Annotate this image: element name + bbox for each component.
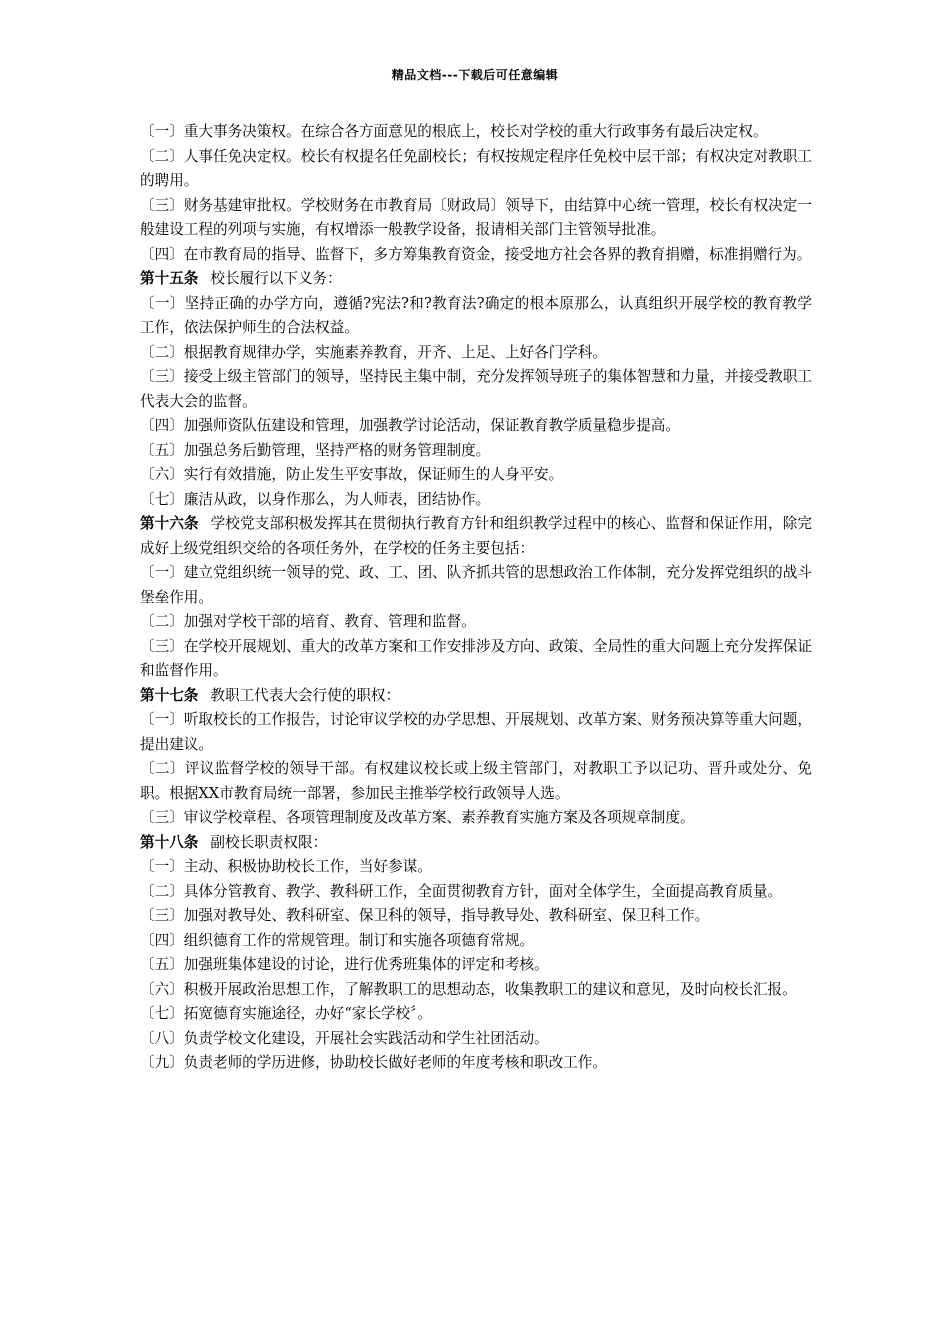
paragraph-text: 〔六〕实行有效措施，防止发生平安事故，保证师生的人身平安。 xyxy=(140,466,564,483)
paragraph xyxy=(140,1027,812,1052)
paragraph-text: 〔二〕人事任免决定权。校长有权提名任免副校长；有权按规定程序任免校中层干部；有权决定对教职工的聘用。 xyxy=(140,147,812,189)
paragraph xyxy=(140,463,812,488)
paragraph-text: 〔四〕加强师资队伍建设和管理，加强教学讨论活动，保证教育教学质量稳步提高。 xyxy=(140,417,680,434)
article-paragraph xyxy=(140,831,812,856)
paragraph xyxy=(140,341,812,366)
article-paragraph xyxy=(140,512,812,561)
article-title: 第十八条 xyxy=(140,833,199,851)
paragraph-text: 〔九〕负责老师的学历进修，协助校长做好老师的年度考核和职改工作。 xyxy=(140,1054,608,1071)
paragraph-text: 〔二〕具体分管教育、教学、教科研工作，全面贯彻教育方针，面对全体学生，全面提高教育质量。 xyxy=(140,882,783,900)
paragraph xyxy=(140,145,812,194)
paragraph-text: 〔五〕加强班集体建设的讨论，进行优秀班集体的评定和考核。 xyxy=(140,956,549,973)
article-paragraph xyxy=(140,684,812,709)
paragraph-text: 教职工代表大会行使的职权： xyxy=(210,686,401,704)
paragraph xyxy=(140,488,812,513)
paragraph-text: 〔八〕负责学校文化建设，开展社会实践活动和学生社团活动。 xyxy=(140,1029,549,1047)
article-title: 第十五条 xyxy=(140,270,199,287)
paragraph-text: 〔一〕重大事务决策权。在综合各方面意见的根底上，校长对学校的重大行政事务有最后决定权。 xyxy=(140,123,768,140)
paragraph xyxy=(140,1002,812,1027)
article-title: 第十七条 xyxy=(140,686,199,704)
paragraph-text: 〔三〕财务基建审批权。学校财务在市教育局〔财政局〕领导下，由结算中心统一管理，校长有权决定一般建设工程的列项与实施，有权增添一般教学设备，报请相关部门主管领导批准。 xyxy=(140,196,812,238)
paragraph-text: 〔五〕加强总务后勤管理，坚持严格的财务管理制度。 xyxy=(140,441,491,459)
paragraph xyxy=(140,978,812,1003)
paragraph xyxy=(140,635,812,684)
paragraph xyxy=(140,1051,812,1076)
paragraph xyxy=(140,880,812,905)
paragraph xyxy=(140,806,812,831)
paragraph xyxy=(140,439,812,464)
paragraph xyxy=(140,414,812,439)
paragraph-text: 〔四〕在市教育局的指导、监督下，多方筹集教育资金，接受地方社会各界的教育捐赠，标准捐赠行为。 xyxy=(140,245,812,263)
paragraph-text: 〔一〕建立党组织统一领导的党、政、工、团、队齐抓共管的思想政治工作体制，充分发挥党组织的战斗堡垒作用。 xyxy=(140,564,812,606)
paragraph xyxy=(140,561,812,610)
paragraph-text: 〔三〕审议学校章程、各项管理制度及改革方案、素养教育实施方案及各项规章制度。 xyxy=(140,809,695,826)
paragraph xyxy=(140,708,812,757)
paragraph xyxy=(140,292,812,341)
paragraph xyxy=(140,120,812,145)
paragraph-text: 〔七〕拓宽德育实施途径，办好“家长学校〞。 xyxy=(140,1005,433,1022)
paragraph-text: 副校长职责权限： xyxy=(210,833,328,851)
paragraph-text: 〔一〕坚持正确的办学方向，遵循?宪法?和?教育法?确定的根本原那么，认真组织开展学校的教育教学工作，依法保护师生的合法权益。 xyxy=(140,294,812,336)
paragraph-text: 〔二〕加强对学校干部的培育、教育、管理和监督。 xyxy=(140,613,476,630)
paragraph-text: 〔三〕接受上级主管部门的领导，坚持民主集中制，充分发挥领导班子的集体智慧和力量，并接受教职工代表大会的监督。 xyxy=(140,368,812,410)
paragraph-text: 〔七〕廉洁从政，以身作那么，为人师表，团结协作。 xyxy=(140,490,491,508)
paragraph-text: 〔三〕在学校开展规划、重大的改革方案和工作安排涉及方向、政策、全局性的重大问题上充分发挥保证和监督作用。 xyxy=(140,637,812,679)
paragraph-text: 〔六〕积极开展政治思想工作，了解教职工的思想动态，收集教职工的建议和意见，及时向校长汇报。 xyxy=(140,980,797,998)
paragraph xyxy=(140,904,812,929)
paragraph xyxy=(140,953,812,978)
paragraph xyxy=(140,194,812,243)
paragraph-text: 〔三〕加强对教导处、教科研室、保卫科的领导，指导教导处、教科研室、保卫科工作。 xyxy=(140,907,710,924)
paragraph-text: 学校党支部积极发挥其在贯彻执行教育方针和组织教学过程中的核心、监督和保证作用，除完成好上级党组织交给的各项任务外，在学校的任务主要包括： xyxy=(140,515,812,557)
paragraph-text: 〔一〕听取校长的工作报告，讨论审议学校的办学思想、开展规划、改革方案、财务预决算等重大问题，提出建议。 xyxy=(140,711,812,753)
paragraph-text: 〔二〕根据教育规律办学，实施素养教育，开齐、上足、上好各门学科。 xyxy=(140,343,608,361)
article-title: 第十六条 xyxy=(140,515,199,532)
paragraph xyxy=(140,929,812,954)
paragraph-text: 〔四〕组织德育工作的常规管理。制订和实施各项德育常规。 xyxy=(140,931,535,949)
page-header: 精品文档---下载后可任意编辑 xyxy=(391,68,559,82)
paragraph-text: 〔二〕评议监督学校的领导干部。有权建议校长或上级主管部门，对教职工予以记功、晋升或处分、免职。根据XX市教育局统一部署，参加民主推举学校行政领导人选。 xyxy=(140,760,812,802)
paragraph-text: 〔一〕主动、积极协助校长工作，当好参谋。 xyxy=(140,858,432,875)
paragraph xyxy=(140,855,812,880)
paragraph xyxy=(140,365,812,414)
paragraph xyxy=(140,757,812,806)
document-body xyxy=(140,120,812,1076)
paragraph xyxy=(140,610,812,635)
paragraph xyxy=(140,243,812,268)
paragraph-text: 校长履行以下义务： xyxy=(210,270,342,287)
article-paragraph xyxy=(140,267,812,292)
